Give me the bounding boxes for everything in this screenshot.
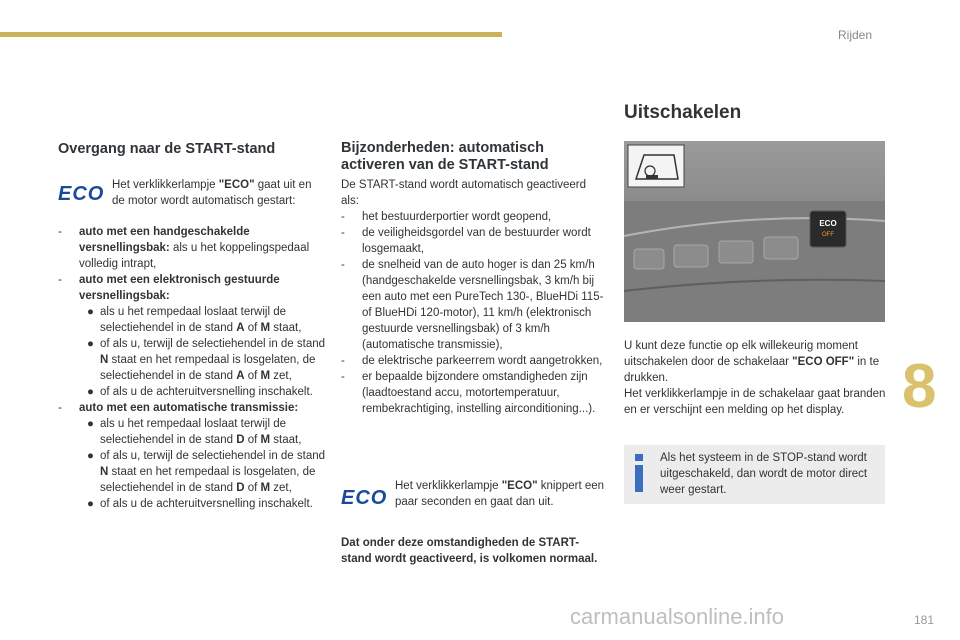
sub-item: ● als u het rempedaal loslaat terwijl de selectiehendel in de stand D of M staat, [87,418,302,446]
disable-instructions: U kunt deze functie op elk willekeurig moment uitschakelen door de schakelaar "ECO OFF" in te drukken. Het verklikkerlampje in de schakelaar gaat branden en er verschijnt een melding op het display. [624,340,886,416]
list-item: - de snelheid van de auto hoger is dan 25 km/h (handgeschakelde versnellingsbak, 3 km/h bij een auto met een PureTech 130-, BlueHDi 115- of BlueHDi 120-motor), 11 km/h (elektronisch gestuurde versnellingsbak) of 3 km/h (automatische transmissie), [341,259,604,351]
eco-icon: ECO [341,487,388,509]
list-item: - de elektrische parkeerrem wordt aangetrokken, [341,355,603,367]
eco-off-switch-photo [624,141,885,322]
list-item: - auto met een handgeschakelde versnellingsbak: als u het koppelingspedaal volledig intrapt, [58,226,310,270]
section-label: Rijden [838,28,873,42]
watermark: carmanualsonline.info [570,604,785,629]
list-item: - auto met een elektronisch gestuurde versnellingsbak: ● als u het rempedaal loslaat terwijl de selectiehendel in de stand A of M staat, ● of als u, terwijl de selectiehendel in de stand N staat en het rempedaal is losgelaten, de selectiehendel in de stand A of M zet, ● of als u de achteruitversnelling inschakelt. [58,274,326,398]
list-item: - het bestuurderportier wordt geopend, [341,211,552,223]
normal-behaviour-note: Dat onder deze omstandigheden de START-stand wordt geactiveerd, is volkomen normaal. [341,537,598,565]
sub-item: ● of als u, terwijl de selectiehendel in de stand N staat en het rempedaal is losgelaten, de selectiehendel in de stand A of M zet, [87,338,326,382]
page-number: 181 [914,613,935,627]
left-intro: Het verklikkerlampje "ECO" gaat uit en de motor wordt automatisch gestart: [112,179,312,207]
list-item: - er bepaalde bijzondere omstandigheden zijn (laadtoestand accu, motortemperatuur, rembekrachtiging, instelling airconditioning...). [341,371,596,415]
middle-column-title: Bijzonderheden: automatisch activeren van de START-stand [341,140,549,173]
chapter-number: 8 [902,352,937,421]
left-conditions-list [58,224,326,512]
eco-off-button-label: ECO [819,219,837,228]
info-icon [632,452,646,494]
right-column-title: Uitschakelen [624,102,742,123]
sub-item: ● of als u de achteruitversnelling inschakelt. [87,386,313,398]
accent-bar [0,32,502,37]
middle-intro: De START-stand wordt automatisch geactiveerd als: [341,179,587,207]
sub-item: ● of als u, terwijl de selectiehendel in de stand N staat en het rempedaal is losgelaten, de selectiehendel in de stand D of M zet, [87,450,326,494]
left-column-title: Overgang naar de START-stand [58,141,276,157]
eco-icon: ECO [58,183,105,205]
sub-item: ● of als u de achteruitversnelling inschakelt. [87,498,313,510]
svg-text:OFF: OFF [822,232,834,238]
eco-blink-note: Het verklikkerlampje "ECO" knippert een paar seconden en gaat dan uit. [395,480,605,508]
middle-conditions-list [341,177,606,417]
list-item: - auto met een automatische transmissie: ● als u het rempedaal loslaat terwijl de selectiehendel in de stand D of M staat, ● of als u, terwijl de selectiehendel in de stand N staat en het rempedaal is losgelaten, de selectiehendel in de stand D of M zet, ● of als u de achteruitversnelling inschakelt. [58,402,326,510]
info-text: Als het systeem in de STOP-stand wordt uitgeschakeld, dan wordt de motor direct weer gestart. [660,452,868,496]
list-item: - de veiligheidsgordel van de bestuurder wordt losgemaakt, [341,227,591,255]
sub-item: ● als u het rempedaal loslaat terwijl de selectiehendel in de stand A of M staat, [87,306,302,334]
